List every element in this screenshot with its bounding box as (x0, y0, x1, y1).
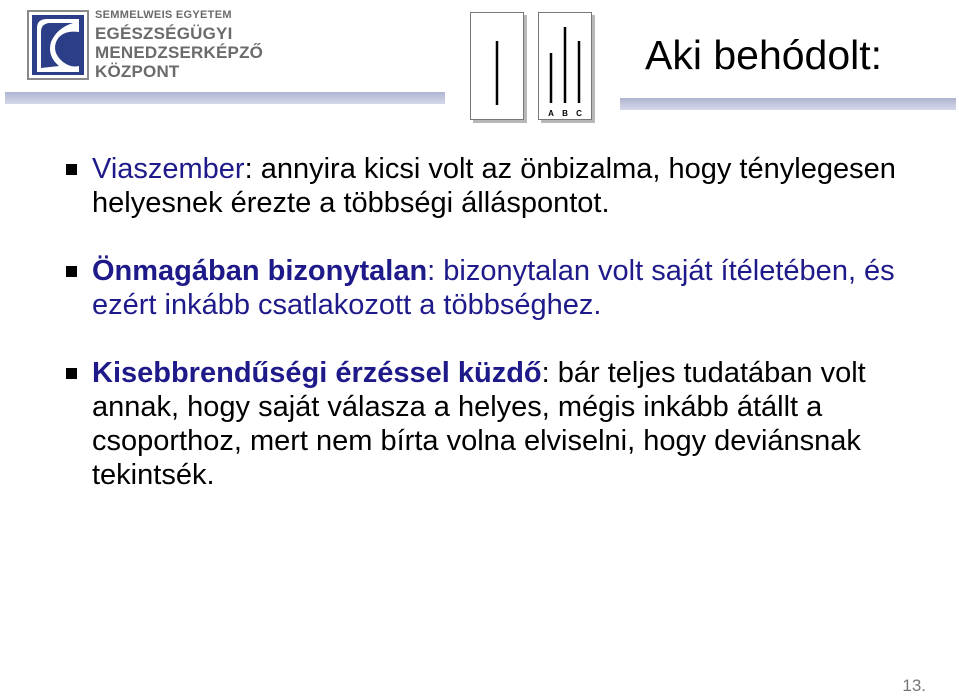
square-bullet-icon (66, 164, 77, 175)
bullet-item (60, 356, 930, 492)
page-title: Aki behódolt: (645, 32, 883, 78)
bullet-text: : bár teljes tudatában volt annak, hogy saját válasza a helyes, mégis inkább átállt a csoporthoz, mert nem bírta volna elviselni, hogy deviánsnak tekintsék. (92, 357, 866, 491)
square-bullet-icon (66, 368, 77, 379)
bullet-text: : annyira kicsi volt az önbizalma, hogy ténylegesen helyesnek érezte a többségi álláspontot. (92, 153, 896, 219)
page-number: 13. (902, 676, 926, 695)
bullet-term: Önmagában bizonytalan (92, 255, 428, 287)
university-logo-emblem (27, 10, 89, 80)
label-c: C (576, 109, 582, 118)
square-bullet-icon (66, 266, 77, 277)
label-b: B (562, 109, 568, 118)
logo-line-university: SEMMELWEIS EGYETEM (95, 9, 232, 21)
bullet-list (60, 152, 930, 492)
bullet-item (60, 152, 930, 220)
bullet-text: : bizonytalan volt saját ítéletében, és ezért inkább csatlakozott a többséghez. (92, 255, 895, 321)
bullet-term: Kisebbrendűségi érzéssel küzdő (92, 357, 542, 389)
header-band-right (620, 98, 956, 110)
label-a: A (548, 109, 554, 118)
reference-line-card (470, 12, 524, 120)
bullet-item (60, 254, 930, 322)
comparison-lines-card (538, 12, 592, 120)
logo-line-2: MENEDZSERKÉPZŐ (95, 43, 264, 62)
bullet-term: Viaszember (92, 153, 245, 185)
logo-text (95, 10, 263, 82)
logo-line-1: EGÉSZSÉGÜGYI (95, 24, 233, 43)
logo-line-3: KÖZPONT (95, 62, 180, 81)
header-band-left (5, 92, 445, 104)
